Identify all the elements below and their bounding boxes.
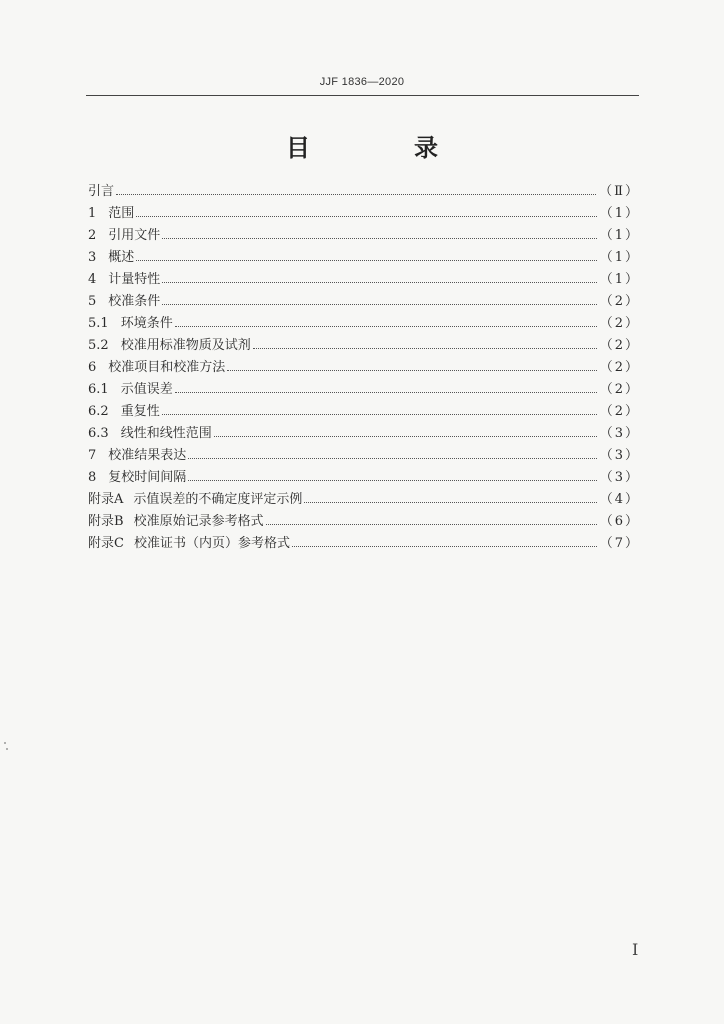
toc-entry-number: 5 bbox=[88, 294, 97, 309]
toc-entry-6-1[interactable] bbox=[88, 379, 640, 401]
toc-entry-page: （Ⅱ） bbox=[599, 184, 640, 199]
toc-entry-label: 范围 bbox=[108, 206, 135, 221]
page-number: Ⅰ bbox=[632, 940, 639, 959]
toc-entry-label: 引用文件 bbox=[108, 228, 161, 243]
toc-entry-page: （3） bbox=[599, 426, 640, 441]
toc-entry-label: 校准项目和校准方法 bbox=[108, 360, 226, 375]
toc-entry-number: 8 bbox=[88, 470, 97, 485]
toc-entry-8[interactable] bbox=[88, 467, 640, 489]
toc-leader-dots bbox=[162, 304, 596, 305]
toc-entry-appendix-c[interactable] bbox=[88, 533, 640, 555]
toc-entry-number: 5.2 bbox=[88, 338, 109, 353]
toc-leader-dots bbox=[136, 216, 596, 217]
toc-entry-label: 校准条件 bbox=[108, 294, 161, 309]
toc-entry-number: 6.3 bbox=[88, 426, 109, 441]
toc-entry-4[interactable] bbox=[88, 269, 640, 291]
toc-entry-label: 复校时间间隔 bbox=[108, 470, 187, 485]
toc-entry-number: 附录C bbox=[88, 536, 124, 551]
scan-speck bbox=[4, 742, 6, 744]
toc-leader-dots bbox=[116, 194, 596, 195]
toc-entry-page: （2） bbox=[599, 360, 640, 375]
toc-leader-dots bbox=[162, 282, 596, 283]
toc-leader-dots bbox=[188, 458, 596, 459]
toc-entry-page: （2） bbox=[599, 404, 640, 419]
toc-entry-5-1[interactable] bbox=[88, 313, 640, 335]
toc-entry-page: （2） bbox=[599, 338, 640, 353]
toc-leader-dots bbox=[214, 436, 597, 437]
toc-entry-number: 7 bbox=[88, 448, 97, 463]
toc-entry-label: 校准结果表达 bbox=[108, 448, 187, 463]
toc-entry-page: （6） bbox=[599, 514, 640, 529]
toc-entry-6-3[interactable] bbox=[88, 423, 640, 445]
toc-entry-1[interactable] bbox=[88, 203, 640, 225]
toc-entry-number: 附录A bbox=[88, 492, 124, 507]
toc-entry-label: 校准证书（内页）参考格式 bbox=[133, 536, 290, 551]
toc-entry-page: （2） bbox=[599, 382, 640, 397]
toc-entry-label: 示值误差 bbox=[120, 382, 173, 397]
toc-entry-number: 6.2 bbox=[88, 404, 109, 419]
toc-entry-page: （1） bbox=[599, 250, 640, 265]
toc-leader-dots bbox=[227, 370, 596, 371]
toc-entry-page: （2） bbox=[599, 294, 640, 309]
standard-code-header: JJF 1836—2020 bbox=[319, 76, 405, 88]
header-rule bbox=[86, 95, 639, 96]
toc-entry-intro[interactable] bbox=[88, 181, 640, 203]
table-of-contents bbox=[88, 181, 640, 555]
toc-entry-label: 校准用标准物质及试剂 bbox=[120, 338, 251, 353]
scan-speck bbox=[6, 748, 8, 750]
toc-leader-dots bbox=[136, 260, 596, 261]
toc-entry-page: （4） bbox=[599, 492, 640, 507]
toc-leader-dots bbox=[253, 348, 597, 349]
toc-entry-number: 3 bbox=[88, 250, 97, 265]
toc-entry-number: 2 bbox=[88, 228, 97, 243]
toc-entry-page: （3） bbox=[599, 470, 640, 485]
toc-entry-6[interactable] bbox=[88, 357, 640, 379]
toc-entry-label: 引言 bbox=[88, 184, 115, 199]
toc-entry-label: 校准原始记录参考格式 bbox=[133, 514, 264, 529]
toc-entry-number: 1 bbox=[88, 206, 97, 221]
toc-entry-page: （1） bbox=[599, 206, 640, 221]
toc-entry-number: 4 bbox=[88, 272, 97, 287]
toc-entry-5[interactable] bbox=[88, 291, 640, 313]
toc-entry-number: 附录B bbox=[88, 514, 124, 529]
toc-entry-label: 概述 bbox=[108, 250, 135, 265]
toc-entry-6-2[interactable] bbox=[88, 401, 640, 423]
toc-entry-appendix-a[interactable] bbox=[88, 489, 640, 511]
toc-leader-dots bbox=[175, 392, 597, 393]
toc-entry-7[interactable] bbox=[88, 445, 640, 467]
toc-entry-5-2[interactable] bbox=[88, 335, 640, 357]
toc-entry-number: 5.1 bbox=[88, 316, 109, 331]
toc-entry-label: 线性和线性范围 bbox=[120, 426, 212, 441]
toc-entry-label: 示值误差的不确定度评定示例 bbox=[133, 492, 303, 507]
toc-leader-dots bbox=[292, 546, 597, 547]
toc-entry-label: 重复性 bbox=[120, 404, 160, 419]
toc-leader-dots bbox=[188, 480, 596, 481]
toc-entry-number: 6 bbox=[88, 360, 97, 375]
toc-leader-dots bbox=[175, 326, 597, 327]
toc-entry-page: （1） bbox=[599, 272, 640, 287]
toc-entry-page: （7） bbox=[599, 536, 640, 551]
toc-entry-page: （3） bbox=[599, 448, 640, 463]
toc-entry-page: （2） bbox=[599, 316, 640, 331]
toc-entry-label: 环境条件 bbox=[120, 316, 173, 331]
toc-leader-dots bbox=[266, 524, 597, 525]
toc-entry-page: （1） bbox=[599, 228, 640, 243]
toc-entry-label: 计量特性 bbox=[108, 272, 161, 287]
toc-entry-number: 6.1 bbox=[88, 382, 109, 397]
toc-leader-dots bbox=[162, 238, 596, 239]
toc-entry-3[interactable] bbox=[88, 247, 640, 269]
page-title: 目 录 bbox=[286, 134, 478, 162]
toc-leader-dots bbox=[162, 414, 597, 415]
toc-entry-appendix-b[interactable] bbox=[88, 511, 640, 533]
toc-leader-dots bbox=[304, 502, 596, 503]
toc-entry-2[interactable] bbox=[88, 225, 640, 247]
